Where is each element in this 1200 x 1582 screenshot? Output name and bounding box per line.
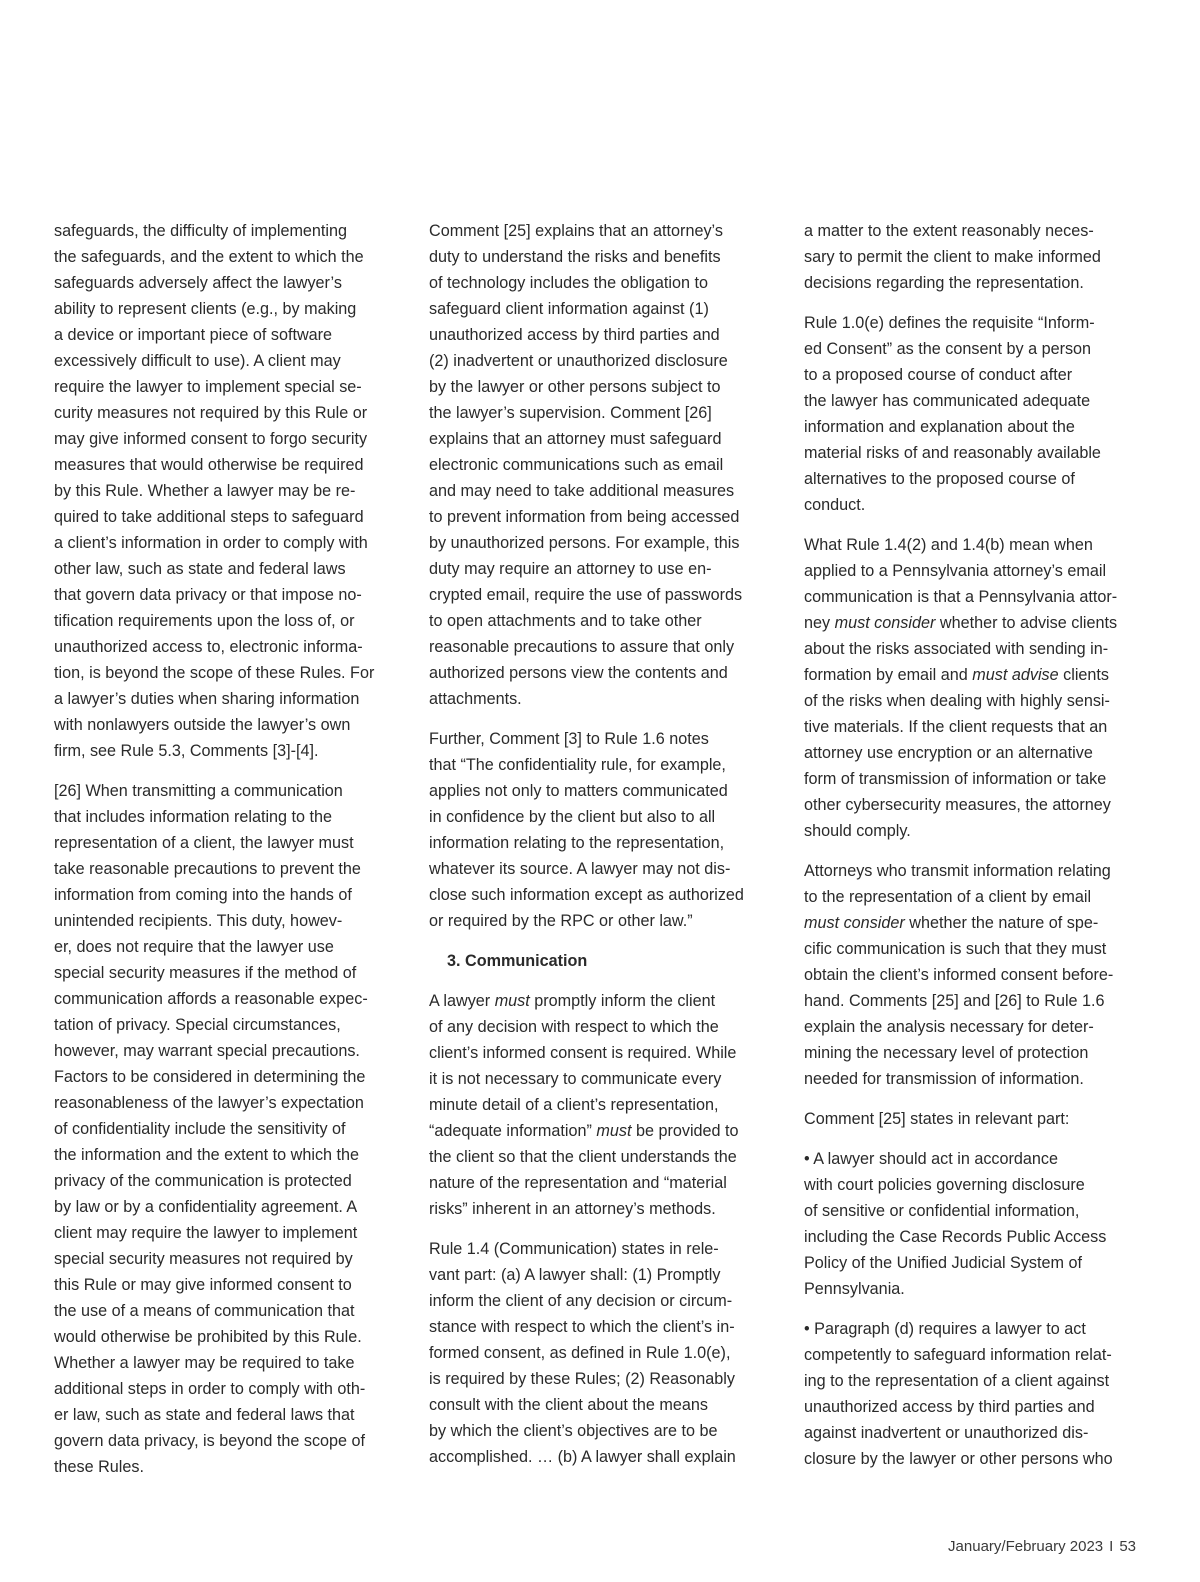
text-line: communication affords a reasonable expec- <box>54 990 368 1008</box>
text-line: decisions regarding the representation. <box>804 274 1084 292</box>
text-line: other law, such as state and federal laws <box>54 560 346 578</box>
text-line: Comment [25] explains that an attorney’s <box>429 222 723 240</box>
text-line: communication is that a Pennsylvania attor- <box>804 588 1118 606</box>
page-footer <box>948 1538 1136 1555</box>
text-line: Factors to be considered in determining the <box>54 1068 366 1086</box>
text-line: safeguard client information against (1) <box>429 300 709 318</box>
text-line: risks” inherent in an attorney’s methods. <box>429 1200 716 1218</box>
text-line: of the risks when dealing with highly sensi- <box>804 692 1110 710</box>
text-line: stance with respect to which the client’s in- <box>429 1318 735 1336</box>
text-line: a client’s information in order to comply with <box>54 534 368 552</box>
text-line: of technology includes the obligation to <box>429 274 708 292</box>
text-line: to open attachments and to take other <box>429 612 702 630</box>
text-line: of any decision with respect to which the <box>429 1018 719 1036</box>
text-line: about the risks associated with sending in- <box>804 640 1109 658</box>
text-line: obtain the client’s informed consent before- <box>804 966 1114 984</box>
text-line: should comply. <box>804 822 911 840</box>
text-line: Rule 1.0(e) defines the requisite “Inform- <box>804 314 1095 332</box>
text-line: Pennsylvania. <box>804 1280 905 1298</box>
text-line: a device or important piece of software <box>54 326 333 344</box>
text-line: other cybersecurity measures, the attorney <box>804 796 1111 814</box>
text-line: including the Case Records Public Access <box>804 1228 1107 1246</box>
text-line: tive materials. If the client requests that an <box>804 718 1108 736</box>
text-line: whatever its source. A lawyer may not dis- <box>429 860 731 878</box>
text-line: [26] When transmitting a communication <box>54 782 343 800</box>
paragraph <box>804 1106 1142 1132</box>
text-line: information from coming into the hands of <box>54 886 352 904</box>
text-line: authorized persons view the contents and <box>429 664 728 682</box>
text-line: conduct. <box>804 496 866 514</box>
text-line: nature of the representation and “material <box>429 1174 727 1192</box>
text-line: minute detail of a client’s representation, <box>429 1096 719 1114</box>
text-line: excessively difficult to use). A client may <box>54 352 341 370</box>
text-line: to the representation of a client by email <box>804 888 1092 906</box>
text-line: competently to safeguard information relat- <box>804 1346 1112 1364</box>
text-line: applied to a Pennsylvania attorney’s email <box>804 562 1107 580</box>
text-line: it is not necessary to communicate every <box>429 1070 722 1088</box>
text-line: inform the client of any decision or circum- <box>429 1292 733 1310</box>
text-line: mining the necessary level of protection <box>804 1044 1089 1062</box>
text-line: require the lawyer to implement special se- <box>54 378 362 396</box>
text-line: a matter to the extent reasonably neces- <box>804 222 1094 240</box>
page-number: 53 <box>1119 1538 1136 1555</box>
text-line: these Rules. <box>54 1458 144 1476</box>
text-line: explains that an attorney must safeguard <box>429 430 722 448</box>
text-line: tion, is beyond the scope of these Rules. For <box>54 664 375 682</box>
paragraph <box>54 778 392 1480</box>
text-line: unauthorized access to, electronic informa- <box>54 638 363 656</box>
text-line: sary to permit the client to make informed <box>804 248 1101 266</box>
text-line: “adequate information” must be provided to <box>429 1122 739 1140</box>
text-line: closure by the lawyer or other persons who <box>804 1450 1113 1468</box>
text-line: that govern data privacy or that impose no- <box>54 586 362 604</box>
paragraph <box>804 858 1142 1092</box>
text-line: formed consent, as defined in Rule 1.0(e), <box>429 1344 731 1362</box>
text-line: er law, such as state and federal laws that <box>54 1406 355 1424</box>
text-line: reasonable precautions to assure that only <box>429 638 735 656</box>
text-line: duty to understand the risks and benefits <box>429 248 721 266</box>
footer-separator: I <box>1109 1538 1114 1555</box>
text-line: unauthorized access by third parties and <box>804 1398 1095 1416</box>
column-1 <box>54 218 392 1494</box>
text-line: the safeguards, and the extent to which the <box>54 248 364 266</box>
text-line: information relating to the representation, <box>429 834 725 852</box>
text-line: quired to take additional steps to safeguard <box>54 508 364 526</box>
text-line: vant part: (a) A lawyer shall: (1) Promptly <box>429 1266 721 1284</box>
paragraph <box>429 726 767 934</box>
text-line: of confidentiality include the sensitivity of <box>54 1120 346 1138</box>
text-line: electronic communications such as email <box>429 456 724 474</box>
bullet-paragraph <box>804 1316 1142 1472</box>
text-line: unauthorized access by third parties and <box>429 326 720 344</box>
text-line: the lawyer has communicated adequate <box>804 392 1091 410</box>
text-line: (2) inadvertent or unauthorized disclosure <box>429 352 728 370</box>
text-line: safeguards adversely affect the lawyer’s <box>54 274 342 292</box>
text-line: by law or by a confidentiality agreement. A <box>54 1198 358 1216</box>
text-line: may give informed consent to forgo security <box>54 430 368 448</box>
text-line: is required by these Rules; (2) Reasonably <box>429 1370 735 1388</box>
text-line: ed Consent” as the consent by a person <box>804 340 1092 358</box>
text-line: attorney use encryption or an alternative <box>804 744 1093 762</box>
text-line: crypted email, require the use of passwords <box>429 586 743 604</box>
text-line: special security measures not required by <box>54 1250 353 1268</box>
text-line: material risks of and reasonably available <box>804 444 1101 462</box>
text-line: that includes information relating to the <box>54 808 333 826</box>
paragraph <box>804 310 1142 518</box>
text-line: the client so that the client understands the <box>429 1148 737 1166</box>
paragraph <box>804 218 1142 296</box>
text-line: formation by email and must advise clients <box>804 666 1110 684</box>
paragraph <box>804 532 1142 844</box>
text-line: curity measures not required by this Rule or <box>54 404 368 422</box>
text-line: tification requirements upon the loss of, or <box>54 612 355 630</box>
text-line: that “The confidentiality rule, for example, <box>429 756 726 774</box>
text-line: unintended recipients. This duty, howev- <box>54 912 343 930</box>
issue-date: January/February 2023 <box>948 1538 1104 1555</box>
text-line: • Paragraph (d) requires a lawyer to act <box>804 1320 1086 1338</box>
text-line: information and explanation about the <box>804 418 1075 436</box>
text-line: duty may require an attorney to use en- <box>429 560 712 578</box>
text-line: needed for transmission of information. <box>804 1070 1084 1088</box>
text-line: ing to the representation of a client against <box>804 1372 1110 1390</box>
text-line: to prevent information from being accessed <box>429 508 740 526</box>
text-line: er, does not require that the lawyer use <box>54 938 334 956</box>
text-line: against inadvertent or unauthorized dis- <box>804 1424 1089 1442</box>
text-line: form of transmission of information or take <box>804 770 1107 788</box>
text-line: however, may warrant special precautions. <box>54 1042 360 1060</box>
text-line: Attorneys who transmit information relating <box>804 862 1111 880</box>
text-line: client may require the lawyer to implement <box>54 1224 358 1242</box>
text-line: with court policies governing disclosure <box>804 1176 1085 1194</box>
text-line: or required by the RPC or other law.” <box>429 912 693 930</box>
text-line: ney must consider whether to advise clients <box>804 614 1118 632</box>
text-line: a lawyer’s duties when sharing information <box>54 690 360 708</box>
text-line: attachments. <box>429 690 522 708</box>
text-line: Whether a lawyer may be required to take <box>54 1354 355 1372</box>
text-line: client’s informed consent is required. While <box>429 1044 737 1062</box>
text-line: to a proposed course of conduct after <box>804 366 1073 384</box>
text-line: special security measures if the method of <box>54 964 357 982</box>
text-line: close such information except as authorized <box>429 886 744 904</box>
text-line: accomplished. … (b) A lawyer shall explain <box>429 1448 736 1466</box>
text-line: the lawyer’s supervision. Comment [26] <box>429 404 712 422</box>
text-line: representation of a client, the lawyer must <box>54 834 354 852</box>
text-line: additional steps in order to comply with oth- <box>54 1380 366 1398</box>
text-line: Further, Comment [3] to Rule 1.6 notes <box>429 730 709 748</box>
text-line: • A lawyer should act in accordance <box>804 1150 1059 1168</box>
text-line: take reasonable precautions to prevent the <box>54 860 361 878</box>
text-line: of sensitive or confidential information, <box>804 1202 1080 1220</box>
text-line: applies not only to matters communicated <box>429 782 728 800</box>
text-line: by which the client’s objectives are to be <box>429 1422 718 1440</box>
paragraph <box>429 988 767 1222</box>
text-line: reasonableness of the lawyer’s expectation <box>54 1094 364 1112</box>
text-line: privacy of the communication is protected <box>54 1172 352 1190</box>
text-line: the information and the extent to which the <box>54 1146 360 1164</box>
text-line: must consider whether the nature of spe- <box>804 914 1099 932</box>
text-line: govern data privacy, is beyond the scope of <box>54 1432 366 1450</box>
text-line: by the lawyer or other persons subject to <box>429 378 721 396</box>
text-line: A lawyer must promptly inform the client <box>429 992 716 1010</box>
bullet-paragraph <box>804 1146 1142 1302</box>
text-line: firm, see Rule 5.3, Comments [3]-[4]. <box>54 742 319 760</box>
text-line: Rule 1.4 (Communication) states in rele- <box>429 1240 719 1258</box>
paragraph <box>429 1236 767 1470</box>
text-line: with nonlawyers outside the lawyer’s own <box>54 716 351 734</box>
text-line: alternatives to the proposed course of <box>804 470 1075 488</box>
text-line: by this Rule. Whether a lawyer may be re- <box>54 482 356 500</box>
text-line: consult with the client about the means <box>429 1396 708 1414</box>
text-line: explain the analysis necessary for deter- <box>804 1018 1094 1036</box>
text-line: by unauthorized persons. For example, this <box>429 534 740 552</box>
column-2 <box>429 218 767 1484</box>
text-line: Policy of the Unified Judicial System of <box>804 1254 1083 1272</box>
section-heading: 3. Communication <box>447 952 588 970</box>
text-line: and may need to take additional measures <box>429 482 735 500</box>
text-line: ability to represent clients (e.g., by making <box>54 300 357 318</box>
text-line: safeguards, the difficulty of implementing <box>54 222 348 240</box>
text-line: this Rule or may give informed consent to <box>54 1276 352 1294</box>
column-3 <box>804 218 1142 1486</box>
text-line: What Rule 1.4(2) and 1.4(b) mean when <box>804 536 1093 554</box>
text-line: measures that would otherwise be required <box>54 456 364 474</box>
paragraph <box>54 218 392 764</box>
text-line: would otherwise be prohibited by this Rule. <box>54 1328 362 1346</box>
paragraph <box>429 218 767 712</box>
text-line: tation of privacy. Special circumstances, <box>54 1016 341 1034</box>
text-line: hand. Comments [25] and [26] to Rule 1.6 <box>804 992 1105 1010</box>
text-line: cific communication is such that they must <box>804 940 1107 958</box>
text-line: in confidence by the client but also to all <box>429 808 716 826</box>
text-line: the use of a means of communication that <box>54 1302 355 1320</box>
text-line: Comment [25] states in relevant part: <box>804 1110 1070 1128</box>
